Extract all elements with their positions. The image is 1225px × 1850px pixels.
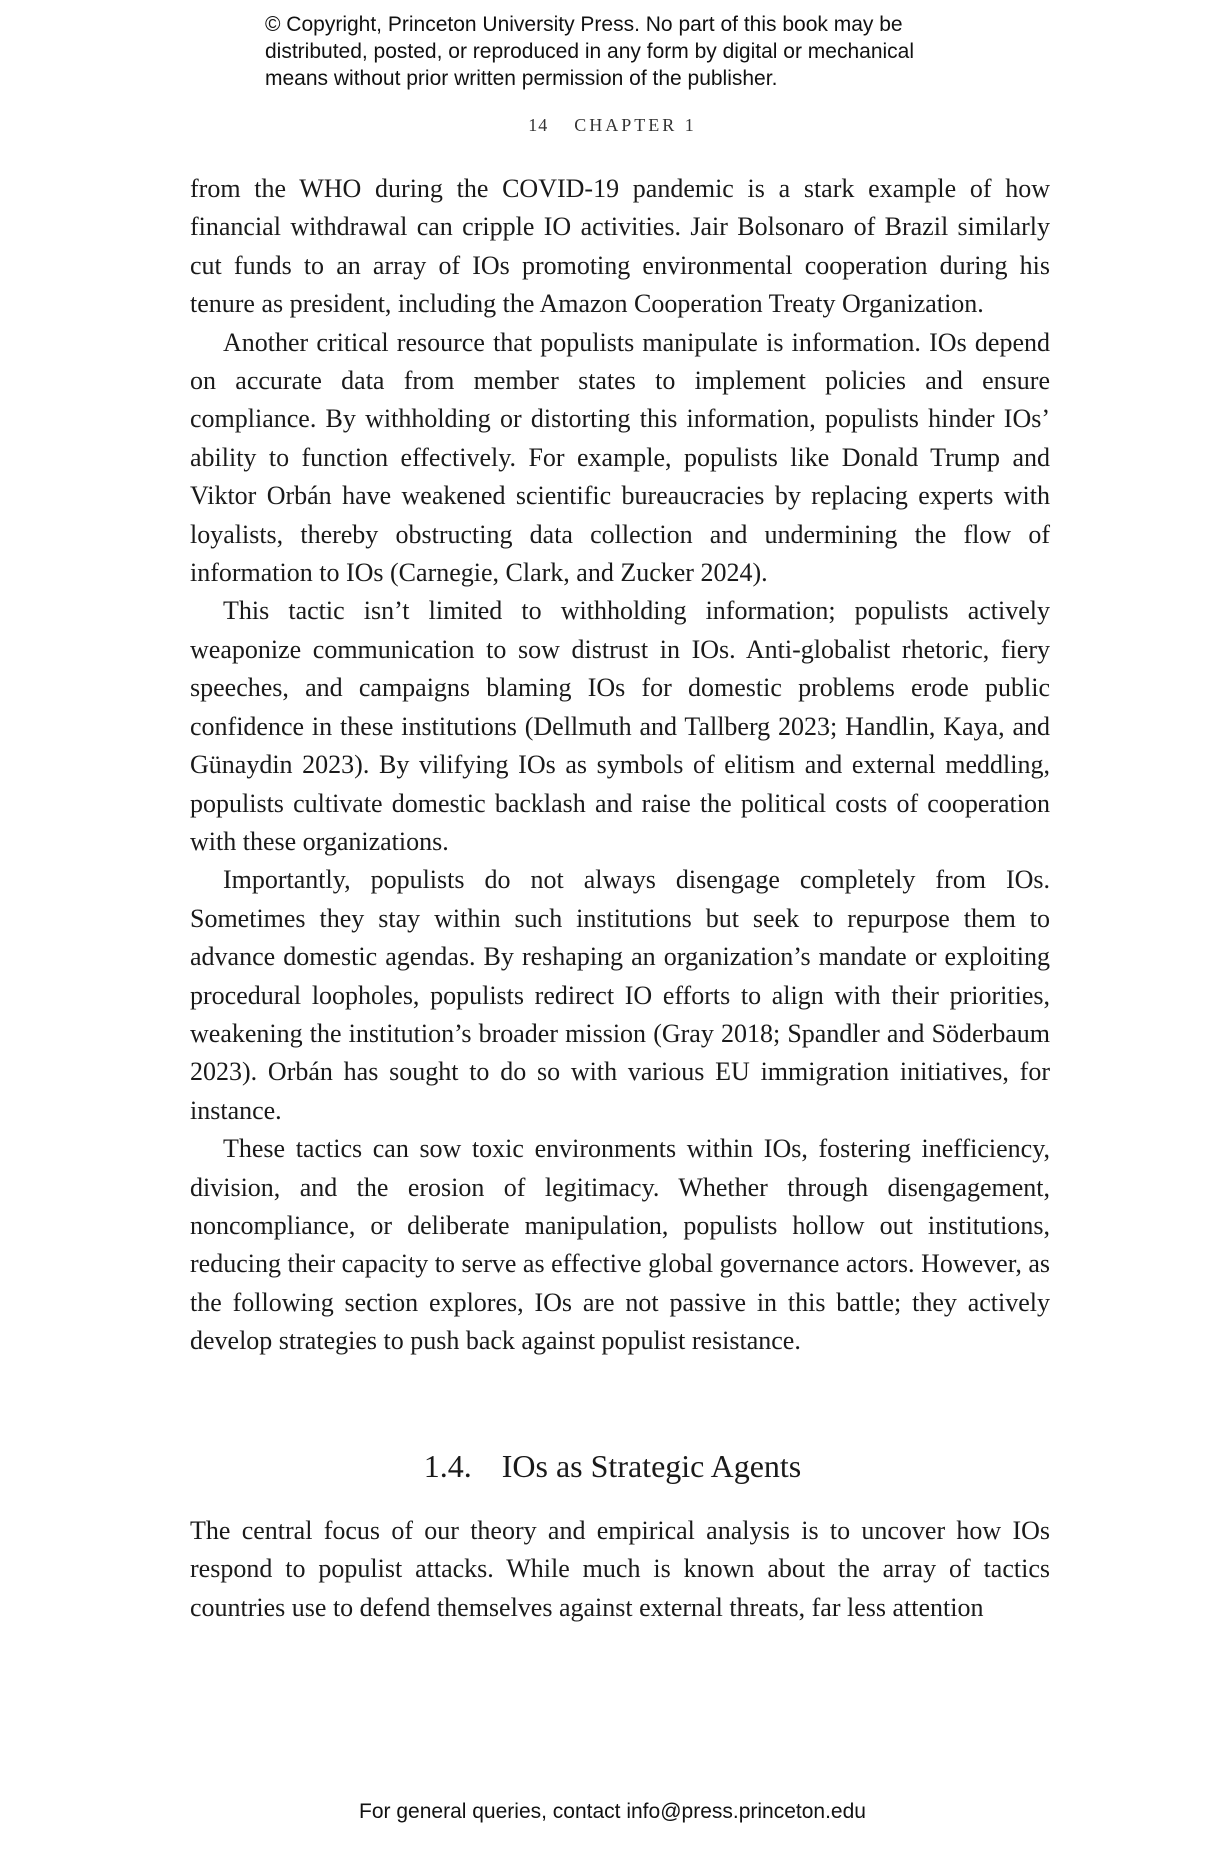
copyright-line: © Copyright, Princeton University Press. No part of this book may be bbox=[265, 13, 903, 36]
copyright-notice bbox=[265, 11, 1025, 92]
body-text bbox=[190, 170, 1050, 1361]
section-number: 1.4. bbox=[423, 1448, 472, 1484]
section-heading bbox=[0, 1448, 1225, 1485]
footer-contact: For general queries, contact info@press.princeton.edu bbox=[359, 1800, 866, 1823]
section-title: IOs as Strategic Agents bbox=[501, 1448, 802, 1484]
paragraph: This tactic isn’t limited to withholding information; populists actively weaponize communication to sow distrust in IOs. Anti-globalist rhetoric, fiery speeches, and campaigns blaming IOs for domestic problems erode public confidence in these institutions (Dellmuth and Tallberg 2023; Handlin, Kaya, and Günaydin 2023). By vilifying IOs as symbols of elitism and external meddling, populists cultivate domestic backlash and raise the political costs of cooperation with these organizations. bbox=[190, 596, 1050, 856]
page-number: 14 bbox=[528, 115, 549, 135]
section-body bbox=[190, 1512, 1050, 1627]
paragraph: The central focus of our theory and empirical analysis is to uncover how IOs respond to populist attacks. While much is known about the array of tactics countries use to defend themselves against external threats, far less attention bbox=[190, 1516, 1050, 1622]
chapter-label: CHAPTER 1 bbox=[574, 115, 697, 135]
copyright-line: means without prior written permission of the publisher. bbox=[265, 67, 778, 90]
paragraph: Another critical resource that populists manipulate is information. IOs depend on accurate data from member states to implement policies and ensure compliance. By withholding or distorting this information, populists hinder IOs’ ability to function effectively. For example, populists like Donald Trump and Viktor Orbán have weakened scientific bureaucracies by replacing experts with loyalists, thereby obstructing data collection and undermining the flow of information to IOs (Carnegie, Clark, and Zucker 2024). bbox=[190, 327, 1050, 588]
paragraph: These tactics can sow toxic environments within IOs, fostering inefficiency, division, and the erosion of legitimacy. Whether through disengagement, noncompliance, or deliberate manipulation, populists hollow out institutions, reducing their capacity to serve as effective global governance actors. However, as the following section explores, IOs are not passive in this battle; they actively develop strategies to push back against populist resistance. bbox=[190, 1134, 1050, 1356]
paragraph: Importantly, populists do not always disengage completely from IOs. Sometimes they stay within such institutions but seek to repurpose them to advance domestic agendas. By reshaping an organization’s mandate or exploiting procedural loopholes, populists redirect IO efforts to align with their priorities, weakening the institution’s broader mission (Gray 2018; Spandler and Söderbaum 2023). Orbán has sought to do so with various EU immigration initiatives, for instance. bbox=[190, 865, 1050, 1125]
copyright-line: distributed, posted, or reproduced in any form by digital or mechanical bbox=[265, 40, 915, 63]
paragraph: from the WHO during the COVID-19 pandemic is a stark example of how financial withdrawal can cripple IO activities. Jair Bolsonaro of Brazil similarly cut funds to an array of IOs promoting environmental cooperation during his tenure as president, including the Amazon Cooperation Treaty Organization. bbox=[190, 174, 1050, 319]
running-head bbox=[0, 115, 1225, 136]
